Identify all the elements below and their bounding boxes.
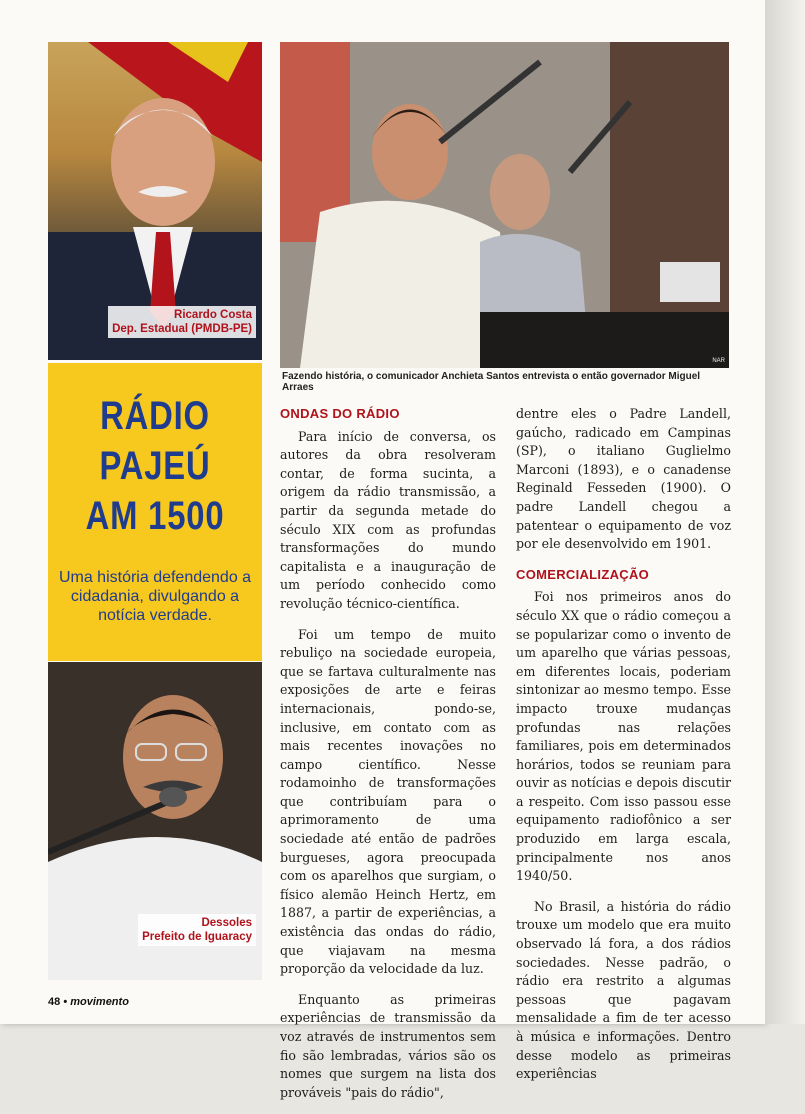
paragraph: Foi um tempo de muito rebuliço na sociedade europeia, que se fartava culturalmente nas exposições de arte e feiras internacionais, pondo-se, inclusive, em contato com as mais recentes inovações no campo científico. Nesse rodamoinho de transformações que contribuíam para o aprimoramento de uma sociedade até então de padrões burgueses, agora preocupada com os aparelhos que surgiam, o físico alemão Heinch Hertz, em 1887, a partir de experiências, a existência das ondas do rádio, que viajavam na mesma proporção da velocidade da luz. bbox=[280, 626, 496, 977]
section-heading-comercializacao: COMERCIALIZAÇÃO bbox=[516, 566, 650, 582]
headline-line-3: AM 1500 bbox=[85, 494, 225, 538]
caption-role: Dep. Estadual (PMDB-PE) bbox=[112, 323, 252, 335]
paragraph: dentre eles o Padre Landell, gaúcho, radicado em Campinas (SP), o italiano Guglielmo Marconi (1893), e o canadense Reginald Fesseden (1900). O padre Landell chegou a patentear o equipamento de voz por ele desenvolvido em 1901. bbox=[516, 406, 731, 552]
photo-radio-studio bbox=[280, 42, 729, 368]
paragraph: No Brasil, a história do rádio trouxe um modelo que era muito observado lá fora, a dos rádios sociedades. Nesse padrão, o rádio era restrito a algumas pessoas que pagavam mensalidade a fim de ter acesso à música e informações. Dentro desse modelo as primeiras experiências bbox=[516, 898, 731, 1082]
headline bbox=[67, 391, 242, 541]
photo-ricardo-costa bbox=[48, 42, 262, 360]
paragraph: Enquanto as primeiras experiências de transmissão da voz através de instrumentos sem fio são lembradas, vários são os nomes que surgem na lista dos prováveis "pais do rádio", bbox=[280, 991, 496, 1100]
page-number: 48 bbox=[48, 996, 61, 1008]
subtitle: Uma história defendendo a cidadania, divulgando a notícia verdade. bbox=[58, 569, 252, 624]
headline-line-1: RÁDIO bbox=[100, 394, 210, 438]
photo-credit: NAR bbox=[712, 358, 725, 364]
caption-ricardo-costa bbox=[108, 306, 256, 338]
page-footer bbox=[48, 996, 129, 1008]
caption-name: Dessoles bbox=[201, 917, 252, 929]
paragraph: Para início de conversa, os autores da obra resolveram contar, de forma sucinta, a origem da rádio transmissão, a partir da segunda metade do século XIX com as profundas transformações do mundo capitalista e a inauguração de um período conhecido como revolução técnico-científica. bbox=[280, 428, 496, 611]
section-heading-ondas: ONDAS DO RÁDIO bbox=[280, 406, 400, 421]
caption-dessoles bbox=[138, 914, 256, 946]
caption-role: Prefeito de Iguaracy bbox=[142, 931, 252, 943]
paragraph: Foi nos primeiros anos do século XX que o rádio começou a se popularizar como o invento de um aparelho que várias pessoas, em diferentes locais, poderiam sintonizar ao mesmo tempo. Esse impacto trouxe mudanças profundas nas relações familiares, pois em determinados horários, todos se reuniam para ouvir as notícias e depois discutir a respeito. Com isso passou esse equipamento radiofônico a ser produzido em larga escala, principalmente nos anos 1940/50. bbox=[516, 589, 731, 884]
article-column-1 bbox=[280, 405, 496, 1114]
caption-name: Ricardo Costa bbox=[174, 309, 252, 321]
article-column-2 bbox=[516, 405, 731, 1096]
magazine-name: movimento bbox=[70, 996, 129, 1008]
headline-line-2: PAJEÚ bbox=[99, 444, 211, 488]
studio-illustration bbox=[280, 42, 729, 368]
title-box bbox=[48, 363, 262, 661]
footer-separator: • bbox=[63, 996, 68, 1008]
radio-photo-caption: Fazendo história, o comunicador Anchieta Santos entrevista o então governador Miguel Arraes bbox=[282, 371, 701, 393]
page-edge bbox=[765, 0, 805, 1024]
photo-dessoles bbox=[48, 662, 262, 980]
